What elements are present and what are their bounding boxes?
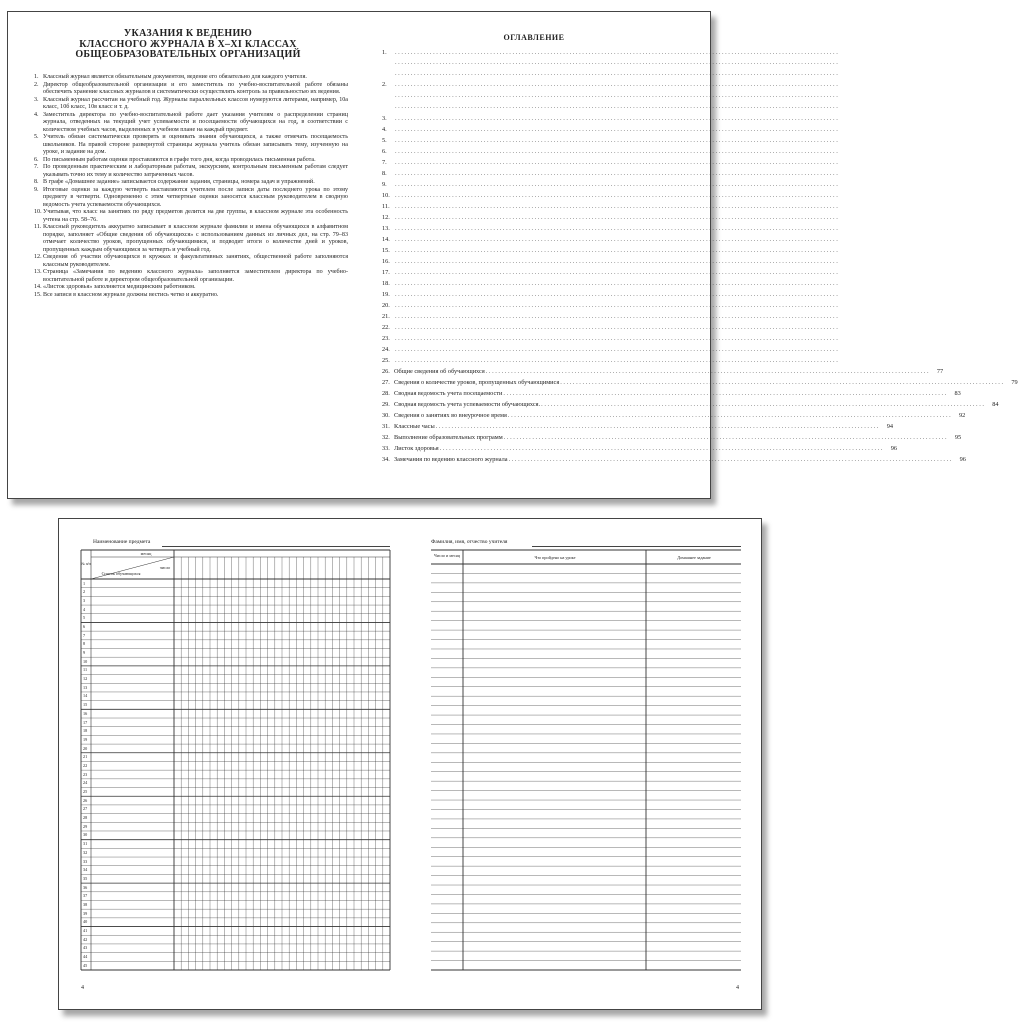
toc-leader-dots: ............................................................................................................................................ xyxy=(395,225,840,232)
toc-leader-dots: ............................................................................................................................................ xyxy=(395,247,840,254)
toc-entry-page: 77 xyxy=(936,368,944,375)
row-number: 14 xyxy=(83,693,88,699)
instruction-number: 11. xyxy=(34,224,42,230)
row-number: 41 xyxy=(83,928,88,934)
attendance-grid xyxy=(59,519,761,1009)
instruction-text: Сведения об участии обучающихся в кружках и факультативных занятиях, общественной работе заполняются классным руководителем. xyxy=(43,254,348,268)
toc-entry-page: 96 xyxy=(959,456,966,463)
toc-entry-page: 84 xyxy=(992,401,999,408)
toc-entry xyxy=(382,112,840,122)
toc-leader-dots: ............................................................................................................................................ xyxy=(395,335,840,342)
row-number: 4 xyxy=(83,606,86,612)
row-number: 38 xyxy=(83,901,88,907)
teacher-line[interactable] xyxy=(532,546,741,547)
toc-entry xyxy=(382,420,894,430)
instruction-item xyxy=(34,74,348,82)
toc-leader-dots: ............................................................................................................................................ xyxy=(395,291,840,298)
toc-entry-text: Выполнение образовательных программ xyxy=(394,434,503,441)
instruction-number: 4. xyxy=(34,111,39,118)
instruction-text: Директор общеобразовательной организации и его заместитель по учебно-воспитательной работе обязаны обеспечить хранение классных журналов и систематически осуществлять контроль за правильностью их ведения. xyxy=(43,81,348,95)
toc-entry-number: 17. xyxy=(382,269,390,276)
toc-entry xyxy=(382,222,840,232)
toc-leader-dots: ............................................................................................................................................ xyxy=(395,302,840,309)
toc-leader-dots: ............................................................................................................................................ xyxy=(507,412,953,419)
row-number: 6 xyxy=(83,623,86,629)
toc-entry xyxy=(382,453,966,463)
instruction-number: 7. xyxy=(34,164,39,170)
row-number: 37 xyxy=(83,893,88,899)
row-number: 12 xyxy=(83,676,88,682)
toc-entry-number: 6. xyxy=(382,148,387,155)
toc-leader-dots: ............................................................................................................................................ xyxy=(395,137,840,144)
toc-entry xyxy=(382,387,961,397)
toc-entry-number: 16. xyxy=(382,258,390,265)
toc-entry-number: 3. xyxy=(382,115,387,122)
toc-leader-dots: ............................................................................................................................................ xyxy=(395,313,840,320)
instruction-text: Учитывая, что класс на занятиях по ряду предметов делится на две группы, в классном журнале эта особенность учтена на стр. 58–76. xyxy=(43,209,348,223)
toc-entry-text: Сведения о количестве уроков, пропущенных обучающимися xyxy=(394,379,560,386)
toc-entry xyxy=(382,354,840,364)
toc-entry-number: 10. xyxy=(382,192,390,199)
toc-entry xyxy=(382,255,840,265)
title-line-3: ОБЩЕОБРАЗОВАТЕЛЬНЫХ ОРГАНИЗАЦИЙ xyxy=(75,49,301,60)
toc-entry-number: 9. xyxy=(382,181,387,188)
toc-entry xyxy=(382,156,840,166)
row-number: 2 xyxy=(83,589,86,595)
toc-entry xyxy=(382,343,840,353)
toc-entry xyxy=(382,134,840,144)
toc-leader-dots: ............................................................................................................................................ xyxy=(395,357,840,364)
toc-entry xyxy=(382,189,840,199)
instruction-number: 1. xyxy=(34,74,39,80)
instruction-number: 8. xyxy=(34,179,39,185)
toc-leader-dots: ............................................................................................................................................ xyxy=(503,434,949,441)
toc-entry xyxy=(382,442,898,452)
instruction-text: В графе «Домашнее задание» записывается содержание задания, страницы, номера задач и упражнений. xyxy=(43,179,315,185)
toc-entry xyxy=(382,321,840,331)
toc-entry-number: 8. xyxy=(382,170,387,177)
page-number-right: 4 xyxy=(736,985,739,991)
toc-entry xyxy=(382,288,840,298)
toc-entry xyxy=(382,178,840,188)
row-number: 3 xyxy=(83,597,86,603)
toc-entry xyxy=(382,299,840,309)
toc-entry-number: 12. xyxy=(382,214,390,221)
toc-entry-page: 92 xyxy=(959,412,966,419)
toc-leader-dots: ............................................................................................................................................ xyxy=(395,70,840,77)
toc-leader-dots: ............................................................................................................................................ xyxy=(395,280,840,287)
toc-entry-number: 7. xyxy=(382,159,387,166)
row-number: 31 xyxy=(83,841,88,847)
row-number: 7 xyxy=(83,632,86,638)
row-number: 29 xyxy=(83,823,88,829)
toc-entry-number: 27. xyxy=(382,379,390,386)
toc-leader-dots: ............................................................................................................................................ xyxy=(395,170,840,177)
toc-leader-dots: ............................................................................................................................................ xyxy=(395,346,840,353)
instruction-text: Заместитель директора по учебно-воспитательной работе дает указания учителям о распределении страниц журнала, отведенных на текущий учет успеваемости и посещаемости обучающихся на год, в соответствии с количеством учебных часов, выделенных в учебном плане на каждый предмет. xyxy=(43,111,348,133)
toc-leader-dots: ............................................................................................................................................ xyxy=(395,214,840,221)
instruction-text: Итоговые оценки за каждую четверть выставляются учителем после записи даты последнего урока по этому предмету в четверти. Одновременно с этим четвертные оценки заносятся классным руководителем в сводную ведомость учета успеваемости обучающихся. xyxy=(43,186,348,208)
toc-entry-number: 34. xyxy=(382,456,390,463)
row-number: 44 xyxy=(83,954,88,960)
toc-leader-dots: ............................................................................................................................................ xyxy=(395,203,840,210)
journal-register-spread xyxy=(58,518,762,1010)
toc-leader-dots: ............................................................................................................................................ xyxy=(439,445,885,452)
row-number: 20 xyxy=(83,745,88,751)
toc-entry-number: 24. xyxy=(382,346,390,353)
instruction-text: Страница «Замечания по ведению классного журнала» заполняется заместителем директора по учебно-воспитательной работе и директором общеобразовательной организации. xyxy=(43,269,348,283)
row-number: 42 xyxy=(83,936,88,942)
col-date-header: Число и месяц xyxy=(434,553,460,558)
row-number: 1 xyxy=(83,580,86,586)
instructions-title xyxy=(28,29,348,61)
instruction-item xyxy=(34,254,348,269)
toc-entry-number: 30. xyxy=(382,412,390,419)
row-number: 8 xyxy=(83,641,86,647)
row-number: 25 xyxy=(83,789,88,795)
toc-entry-number: 14. xyxy=(382,236,390,243)
toc-entry-number: 1. xyxy=(382,49,387,56)
toc-entry xyxy=(382,211,840,221)
instruction-number: 5. xyxy=(34,134,39,140)
toc-entry-text: Общие сведения об обучающихся xyxy=(394,368,485,375)
toc-entry-number: 21. xyxy=(382,313,390,320)
journal-instructions-page xyxy=(7,11,1018,499)
row-number: 34 xyxy=(83,867,88,873)
toc-entry xyxy=(382,266,840,276)
row-number: 10 xyxy=(83,658,88,664)
instruction-number: 9. xyxy=(34,186,39,193)
toc-entry xyxy=(382,431,962,441)
instruction-item xyxy=(34,112,348,135)
col-homework-header: Домашнее задание xyxy=(677,555,711,560)
toc-entry xyxy=(382,398,999,408)
row-number: 26 xyxy=(83,797,88,803)
row-number: 19 xyxy=(83,736,88,742)
toc-entry-page: 83 xyxy=(954,390,961,397)
toc-leader-dots: ............................................................................................................................................ xyxy=(395,81,840,88)
toc-leader-dots: ............................................................................................................................................ xyxy=(541,401,986,408)
row-number: 16 xyxy=(83,710,88,716)
instruction-item xyxy=(34,157,348,165)
row-number: 33 xyxy=(83,858,88,864)
toc-entry xyxy=(382,310,840,320)
toc-leader-dots: ............................................................................................................................................ xyxy=(395,49,840,56)
row-number: 9 xyxy=(83,650,86,655)
toc-leader-dots: ............................................................................................................................................ xyxy=(395,192,840,199)
instruction-item xyxy=(34,224,348,254)
toc-entry-text: Замечания по ведению классного журнала xyxy=(394,456,508,463)
toc-entry xyxy=(382,123,840,133)
instruction-number: 10. xyxy=(34,209,42,215)
row-number: 24 xyxy=(83,780,88,786)
toc-entry-number: 29. xyxy=(382,401,390,408)
instruction-item xyxy=(34,269,348,284)
toc-leader-dots: ............................................................................................................................................ xyxy=(395,324,840,331)
toc-entry-page: 95 xyxy=(954,434,962,441)
toc-entry-number: 20. xyxy=(382,302,390,309)
row-number: 22 xyxy=(83,762,88,768)
toc-entry-number: 2. xyxy=(382,81,387,88)
toc-entry xyxy=(382,200,840,210)
instruction-text: Классный руководитель аккуратно записывает в классном журнале фамилии и имена обучающихся в алфавитном порядке, заполняет «Общие сведения об обучающихся» с использованием данных из личных дел, на стр. 79–83 отмечает количество уроков, пропущенных обучающимися, и подводит итоги о количестве дней и уроков, пропущенных каждым обучающимся за четверть и учебный год. xyxy=(43,224,348,253)
toc-leader-dots: ............................................................................................................................................ xyxy=(485,368,931,375)
toc-entry xyxy=(382,56,840,66)
toc-entry xyxy=(382,78,840,88)
toc-leader-dots: ............................................................................................................................................ xyxy=(395,59,840,66)
toc-entry-number: 28. xyxy=(382,390,390,397)
toc-title: ОГЛАВЛЕНИЕ xyxy=(503,33,565,42)
instruction-number: 2. xyxy=(34,81,39,88)
toc-leader-dots: ............................................................................................................................................ xyxy=(395,159,840,166)
toc-entry-number: 33. xyxy=(382,445,390,452)
instruction-item xyxy=(34,209,348,224)
toc-leader-dots: ............................................................................................................................................ xyxy=(395,181,840,188)
toc-leader-dots: ............................................................................................................................................ xyxy=(508,456,953,463)
row-number: 43 xyxy=(83,945,88,951)
instruction-text: Все записи в классном журнале должны вестись четко и аккуратно. xyxy=(43,291,219,298)
instruction-number: 3. xyxy=(34,96,39,103)
toc-entry-number: 18. xyxy=(382,280,390,287)
toc-entry-number: 15. xyxy=(382,247,390,254)
toc-entry-text: Классные часы xyxy=(394,423,435,430)
toc-entry xyxy=(382,332,840,342)
toc-entry-number: 25. xyxy=(382,357,390,364)
title-line-2: КЛАССНОГО ЖУРНАЛА В X–XI КЛАССАХ xyxy=(79,38,297,50)
instruction-number: 12. xyxy=(34,254,42,260)
instruction-text: Классный журнал рассчитан на учебный год. Журналы параллельных классов нумеруются литерами, например, 10а класс, 10б класс, 10в класс и т. д. xyxy=(43,96,348,110)
toc-entry xyxy=(382,376,1018,386)
month-label: месяц xyxy=(140,551,152,556)
toc-entry xyxy=(382,145,840,155)
instruction-number: 15. xyxy=(34,291,42,298)
toc-entry xyxy=(382,89,840,99)
row-number: 27 xyxy=(83,806,88,812)
page-number-left: 4 xyxy=(81,985,84,991)
instruction-text: Классный журнал является обязательным документом, ведение его обязательно для каждого учителя. xyxy=(43,74,307,80)
row-number: 18 xyxy=(83,728,88,734)
toc-leader-dots: ............................................................................................................................................ xyxy=(395,115,840,122)
instruction-item xyxy=(34,284,348,292)
toc-entry xyxy=(382,409,966,419)
instruction-item xyxy=(34,179,348,187)
student-list-label: Список обучающихся xyxy=(101,571,141,576)
toc-entry-number: 5. xyxy=(382,137,387,144)
toc-leader-dots: ............................................................................................................................................ xyxy=(395,103,840,110)
toc-leader-dots: ............................................................................................................................................ xyxy=(503,390,948,397)
toc-entry xyxy=(382,67,840,77)
toc-entry xyxy=(382,100,840,110)
instruction-item xyxy=(34,82,348,97)
toc-entry-text: Сводная ведомость учета успеваемости обучающихся. xyxy=(394,401,541,408)
toc-entry-number: 23. xyxy=(382,335,390,342)
row-number: 17 xyxy=(83,719,88,725)
toc-entry-page: 94 xyxy=(886,423,894,430)
instruction-item xyxy=(34,97,348,112)
instruction-text: Учитель обязан систематически проверять и оценивать знания обучающихся, а также отмечать посещаемость школьников. На правой стороне развернутой страницы журнала учитель обязан записывать тему, изученную на уроке, и задание на дом. xyxy=(43,134,348,155)
toc-entry xyxy=(382,244,840,254)
instruction-item xyxy=(34,134,348,157)
toc-entry-page: 79 xyxy=(1011,379,1018,386)
row-number: 30 xyxy=(83,832,88,838)
toc-leader-dots: ............................................................................................................................................ xyxy=(395,148,840,155)
row-number: 39 xyxy=(83,910,88,916)
toc-entry-number: 4. xyxy=(382,126,387,133)
instruction-number: 6. xyxy=(34,156,39,163)
row-number: 45 xyxy=(83,962,88,968)
row-number: 40 xyxy=(83,919,88,925)
toc-entry-page: 96 xyxy=(890,445,898,452)
instruction-text: «Листок здоровья» заполняется медицинским работником. xyxy=(43,284,196,290)
toc-entry xyxy=(382,167,840,177)
row-number: 5 xyxy=(83,615,86,621)
row-number: 15 xyxy=(83,702,88,708)
instruction-number: 13. xyxy=(34,269,42,275)
toc-leader-dots: ............................................................................................................................................ xyxy=(395,92,840,99)
teacher-label: Фамилия, имя, отчество учителя xyxy=(431,539,508,545)
toc-leader-dots: ............................................................................................................................................ xyxy=(395,126,840,133)
toc-entry-number: 32. xyxy=(382,434,390,441)
row-number-header: № п/п xyxy=(81,562,91,566)
toc-entry-number: 22. xyxy=(382,324,390,331)
toc-entry xyxy=(382,277,840,287)
toc-entry xyxy=(382,365,944,375)
toc-entry-number: 31. xyxy=(382,423,390,430)
toc-entry xyxy=(382,46,840,56)
toc-entry-text: Сводная ведомость учета посещаемости xyxy=(394,390,503,397)
toc-entry-text: Листок здоровья xyxy=(394,445,439,452)
row-number: 11 xyxy=(83,667,88,673)
row-number: 21 xyxy=(83,754,88,760)
toc-leader-dots: ............................................................................................................................................ xyxy=(395,236,840,243)
title-line-1: УКАЗАНИЯ К ВЕДЕНИЮ xyxy=(123,28,253,39)
instruction-item xyxy=(34,164,348,179)
toc-leader-dots: ............................................................................................................................................ xyxy=(395,269,840,276)
instructions-list xyxy=(34,74,348,299)
instruction-item xyxy=(34,292,348,300)
row-number: 35 xyxy=(83,875,88,881)
day-label: число xyxy=(159,565,171,570)
toc-leader-dots: ............................................................................................................................................ xyxy=(560,379,1005,386)
toc-entry-number: 11. xyxy=(382,203,390,210)
row-number: 36 xyxy=(83,884,88,890)
toc-entry xyxy=(382,233,840,243)
row-number: 13 xyxy=(83,684,88,690)
instruction-item xyxy=(34,187,348,210)
row-number: 28 xyxy=(83,815,88,821)
toc-entry-number: 26. xyxy=(382,368,390,375)
row-number: 32 xyxy=(83,849,88,855)
instruction-text: По письменным работам оценки проставляются в графе того дня, когда проводилась письменная работа. xyxy=(43,156,316,163)
instruction-text: По проведенным практическим и лабораторным работам, экскурсиям, контрольным письменным работам следует указывать точно их тему и количество затраченных часов. xyxy=(43,164,348,178)
toc-entry-number: 19. xyxy=(382,291,390,298)
toc-entry-text: Сведения о занятиях во внеурочное время xyxy=(394,412,507,419)
toc-leader-dots: ............................................................................................................................................ xyxy=(395,258,840,265)
col-topic-header: Что пройдено на уроке xyxy=(534,555,576,560)
subject-label: Наименование предмета xyxy=(93,539,151,545)
toc-leader-dots: ............................................................................................................................................ xyxy=(435,423,881,430)
instruction-number: 14. xyxy=(34,284,42,290)
row-number: 23 xyxy=(83,771,88,777)
toc-entry-number: 13. xyxy=(382,225,390,232)
